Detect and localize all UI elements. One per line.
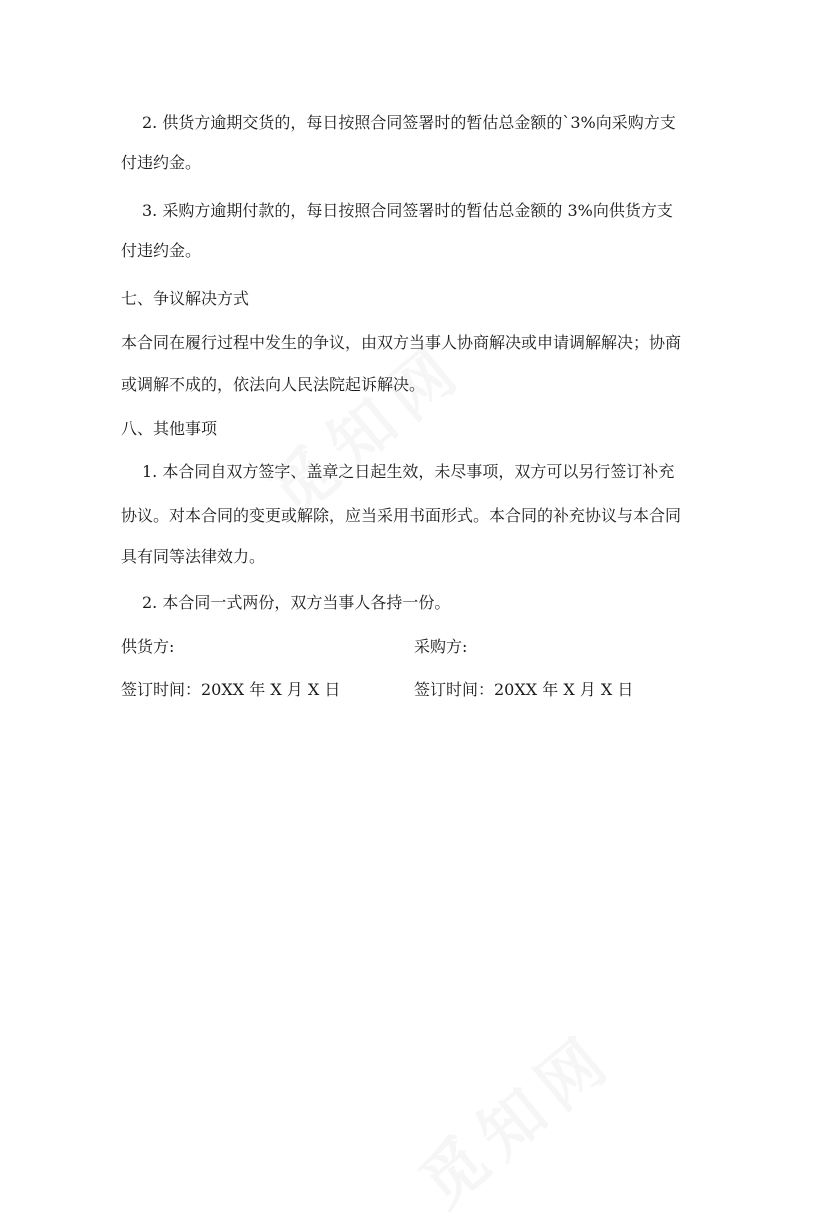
section-7-body-line-2: 或调解不成的，依法向人民法院起诉解决。 <box>121 375 426 394</box>
watermark <box>397 1007 631 1224</box>
supplier-sign-date: 签订时间：20XX 年 X 月 X 日 <box>121 680 341 699</box>
clause-3-line-2: 付违约金。 <box>121 241 202 260</box>
section-7-heading: 七、争议解决方式 <box>121 289 250 308</box>
clause-3-line-1: 3. 采购方逾期付款的，每日按照合同签署时的暂估总金额的 3%向供货方支 <box>142 201 673 220</box>
supplier-label: 供货方: <box>121 637 175 656</box>
section-8-item-1-line-1: 1. 本合同自双方签字、盖章之日起生效，未尽事项，双方可以另行签订补充 <box>142 462 675 481</box>
buyer-label: 采购方: <box>414 637 468 656</box>
section-7-body-line-1: 本合同在履行过程中发生的争议，由双方当事人协商解决或申请调解解决；协商 <box>121 333 682 352</box>
clause-2-line-1: 2. 供货方逾期交货的，每日按照合同签署时的暂估总金额的`3%向采购方支 <box>142 113 676 132</box>
section-8-heading: 八、其他事项 <box>121 419 218 438</box>
clause-2-line-2: 付违约金。 <box>121 153 202 172</box>
section-8-item-2: 2. 本合同一式两份，双方当事人各持一份。 <box>142 593 451 612</box>
buyer-sign-date: 签订时间：20XX 年 X 月 X 日 <box>414 680 634 699</box>
section-8-item-1-line-3: 具有同等法律效力。 <box>121 547 266 566</box>
section-8-item-1-line-2: 协议。对本合同的变更或解除，应当采用书面形式。本合同的补充协议与本合同 <box>121 506 682 525</box>
